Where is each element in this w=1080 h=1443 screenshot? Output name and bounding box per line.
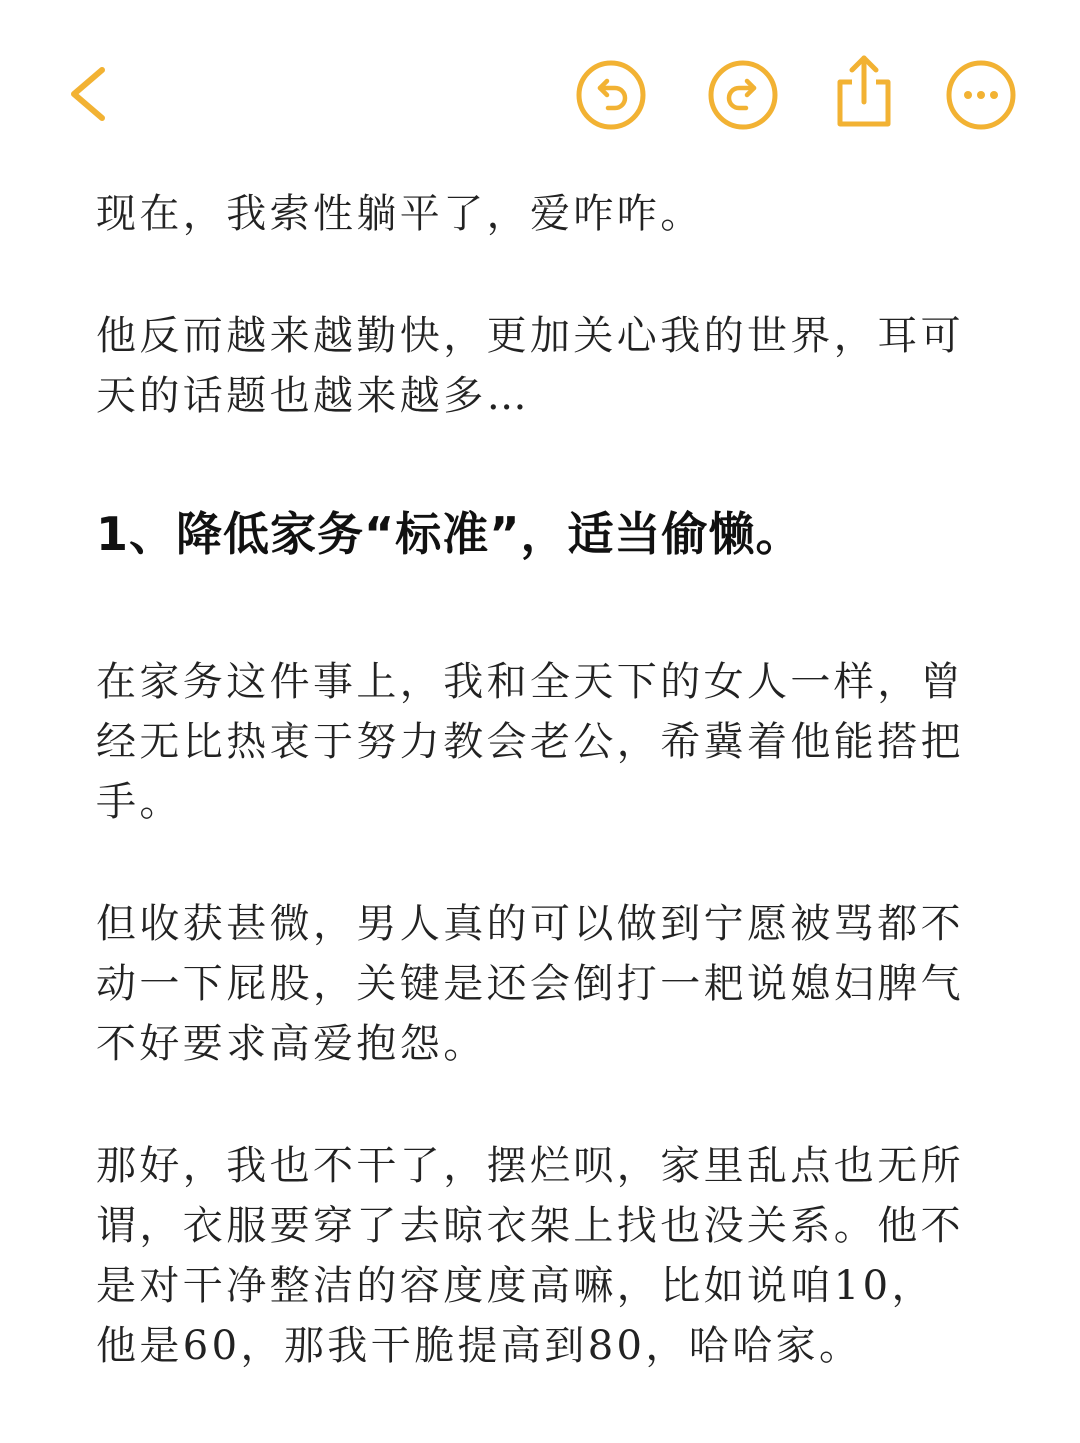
share-icon <box>828 52 900 132</box>
note-heading: 1、降低家务“标准”，适当偷懒。 <box>96 507 803 561</box>
undo-button[interactable] <box>574 58 648 132</box>
redo-icon <box>706 58 780 132</box>
more-icon <box>944 58 1018 132</box>
note-paragraph: 那好，我也不干了，摆烂呗，家里乱点也无所谓，衣服要穿了去晾衣架上找也没关系。他不是对干净整洁的容度度高嘛，比如说咱10，他是60，那我干脆提高到80，哈哈家。 <box>96 1143 964 1369</box>
back-button[interactable] <box>58 58 122 130</box>
note-toolbar <box>0 0 1080 170</box>
redo-button[interactable] <box>706 58 780 132</box>
more-button[interactable] <box>944 58 1018 132</box>
undo-icon <box>574 58 648 132</box>
note-body[interactable] <box>96 184 966 1376</box>
note-paragraph: 在家务这件事上，我和全天下的女人一样，曾经无比热衷于努力教会老公，希冀着他能搭把手。 <box>96 659 964 825</box>
note-paragraph: 他反而越来越勤快，更加关心我的世界，耳可天的话题也越来越多… <box>96 313 964 419</box>
note-paragraph: 但收获甚微，男人真的可以做到宁愿被骂都不动一下屁股，关键是还会倒打一耙说媳妇脾气不好要求高爱抱怨。 <box>96 901 964 1067</box>
note-paragraph: 现在，我索性躺平了，爱咋咋。 <box>96 191 704 237</box>
chevron-left-icon <box>58 58 122 130</box>
share-button[interactable] <box>828 52 900 132</box>
